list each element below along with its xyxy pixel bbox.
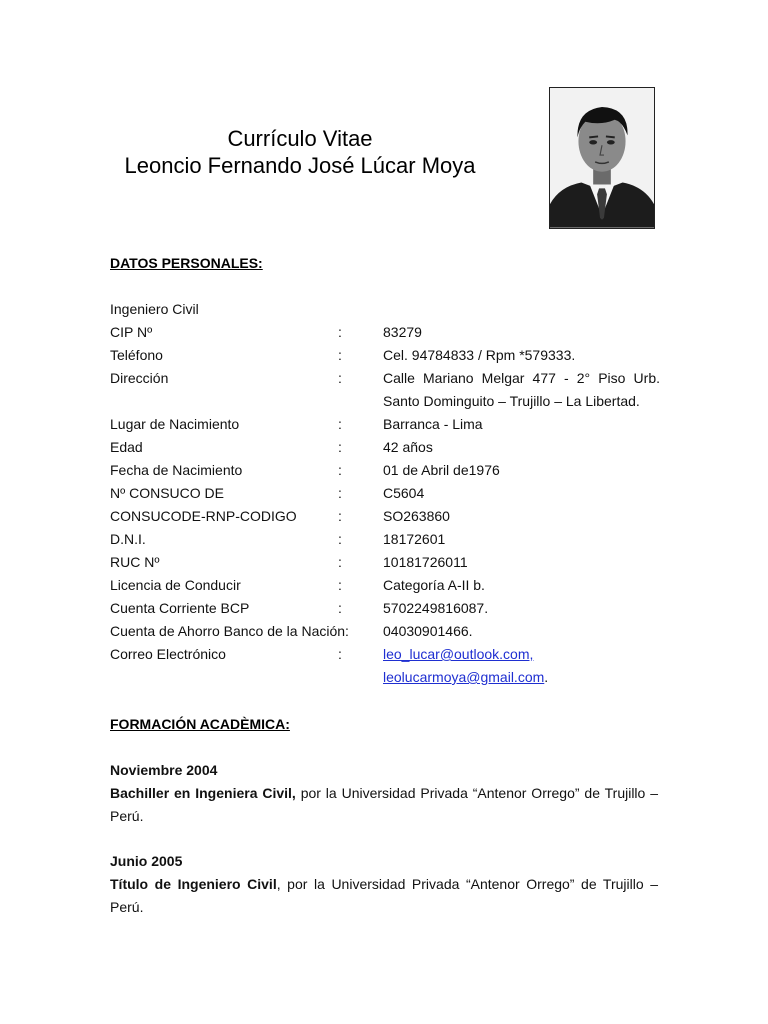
field-value: Barranca - Lima: [383, 416, 483, 432]
field-value: SO263860: [383, 508, 450, 524]
field-colon: :: [338, 508, 342, 524]
education-heading: FORMACIÓN ACADÈMICA:: [110, 716, 290, 732]
education-date: Junio 2005: [110, 853, 183, 869]
field-label: CONSUCODE-RNP-CODIGO: [110, 508, 297, 524]
field-value: 01 de Abril de1976: [383, 462, 500, 478]
field-value: 5702249816087.: [383, 600, 489, 616]
field-colon: :: [338, 439, 342, 455]
field-row-address-continued: [110, 390, 660, 413]
field-label: Licencia de Conducir: [110, 577, 241, 593]
field-value: Calle Mariano Melgar 477 - 2° Piso Urb.: [383, 370, 660, 386]
field-colon: :: [338, 554, 342, 570]
education-degree: Título de Ingeniero Civil: [110, 876, 277, 892]
field-value: 42 años: [383, 439, 433, 455]
field-colon: :: [338, 370, 342, 386]
field-value: 83279: [383, 324, 422, 340]
field-value: C5604: [383, 485, 425, 501]
field-value: 10181726011: [383, 554, 468, 570]
education-degree: Bachiller en Ingeniera Civil,: [110, 785, 296, 801]
field-label: Lugar de Nacimiento: [110, 416, 240, 432]
personal-data-list: [110, 298, 660, 689]
field-row-email-continued: [110, 666, 660, 689]
field-row-savings-account: [110, 620, 660, 643]
field-row-phone: [110, 344, 660, 367]
field-value: 04030901466.: [383, 623, 473, 639]
field-row-birthplace: [110, 413, 660, 436]
field-label: Correo Electrónico: [110, 646, 226, 662]
field-row-dni: [110, 528, 660, 551]
profession-row: [110, 298, 660, 321]
field-row-email: [110, 643, 660, 666]
document-title: Currículo Vitae: [227, 126, 373, 151]
field-row-rnp-code: [110, 505, 660, 528]
field-row-age: [110, 436, 660, 459]
field-label: Edad: [110, 439, 143, 455]
field-row-bcp-account: [110, 597, 660, 620]
portrait-photo-icon: [549, 87, 655, 229]
field-row-ruc: [110, 551, 660, 574]
field-colon: :: [338, 531, 342, 547]
field-label: RUC Nº: [110, 554, 160, 570]
field-value: Santo Dominguito – Trujillo – La Libertad.: [383, 393, 640, 409]
header: [90, 126, 510, 180]
field-colon: :: [338, 600, 342, 616]
personal-data-heading: DATOS PERSONALES:: [110, 255, 263, 271]
field-label: D.N.I.: [110, 531, 146, 547]
field-value: 18172601: [383, 531, 446, 547]
field-label: Nº CONSUCO DE: [110, 485, 225, 501]
field-label: Cuenta de Ahorro Banco de la Nación:: [110, 623, 349, 639]
field-colon: :: [338, 416, 342, 432]
field-colon: :: [338, 324, 342, 340]
field-colon: :: [338, 462, 342, 478]
field-colon: :: [338, 485, 342, 501]
field-label: Dirección: [110, 370, 169, 386]
field-row-cip: [110, 321, 660, 344]
education-item: [110, 850, 658, 919]
education-item: [110, 759, 658, 828]
education-detail: , por la Universidad Privada “Antenor Orrego” de Trujillo – Perú.: [110, 876, 658, 915]
field-row-birthdate: [110, 459, 660, 482]
field-colon: :: [338, 347, 342, 363]
person-name: Leoncio Fernando José Lúcar Moya: [124, 153, 476, 178]
field-label: Cuenta Corriente BCP: [110, 600, 250, 616]
field-label: Fecha de Nacimiento: [110, 462, 243, 478]
field-row-license: [110, 574, 660, 597]
field-row-consucode: [110, 482, 660, 505]
field-colon: :: [338, 577, 342, 593]
field-value: Categoría A-II b.: [383, 577, 485, 593]
profession-text: Ingeniero Civil: [110, 301, 199, 317]
education-description: [110, 782, 658, 828]
field-label: CIP Nº: [110, 324, 153, 340]
field-value: Cel. 94784833 / Rpm *579333.: [383, 347, 576, 363]
field-label: Teléfono: [110, 347, 163, 363]
education-date: Noviembre 2004: [110, 762, 218, 778]
field-colon: :: [338, 646, 342, 662]
email-link-outlook[interactable]: leo_lucar@outlook.com,: [383, 646, 534, 662]
education-detail: por la Universidad Privada “Antenor Orrego” de Trujillo – Perú.: [110, 785, 658, 824]
email-link-gmail[interactable]: leolucarmoya@gmail.com: [383, 669, 545, 685]
field-colon: [338, 620, 383, 643]
education-description: [110, 873, 658, 919]
field-row-address: [110, 367, 660, 390]
email-suffix: .: [544, 669, 549, 685]
